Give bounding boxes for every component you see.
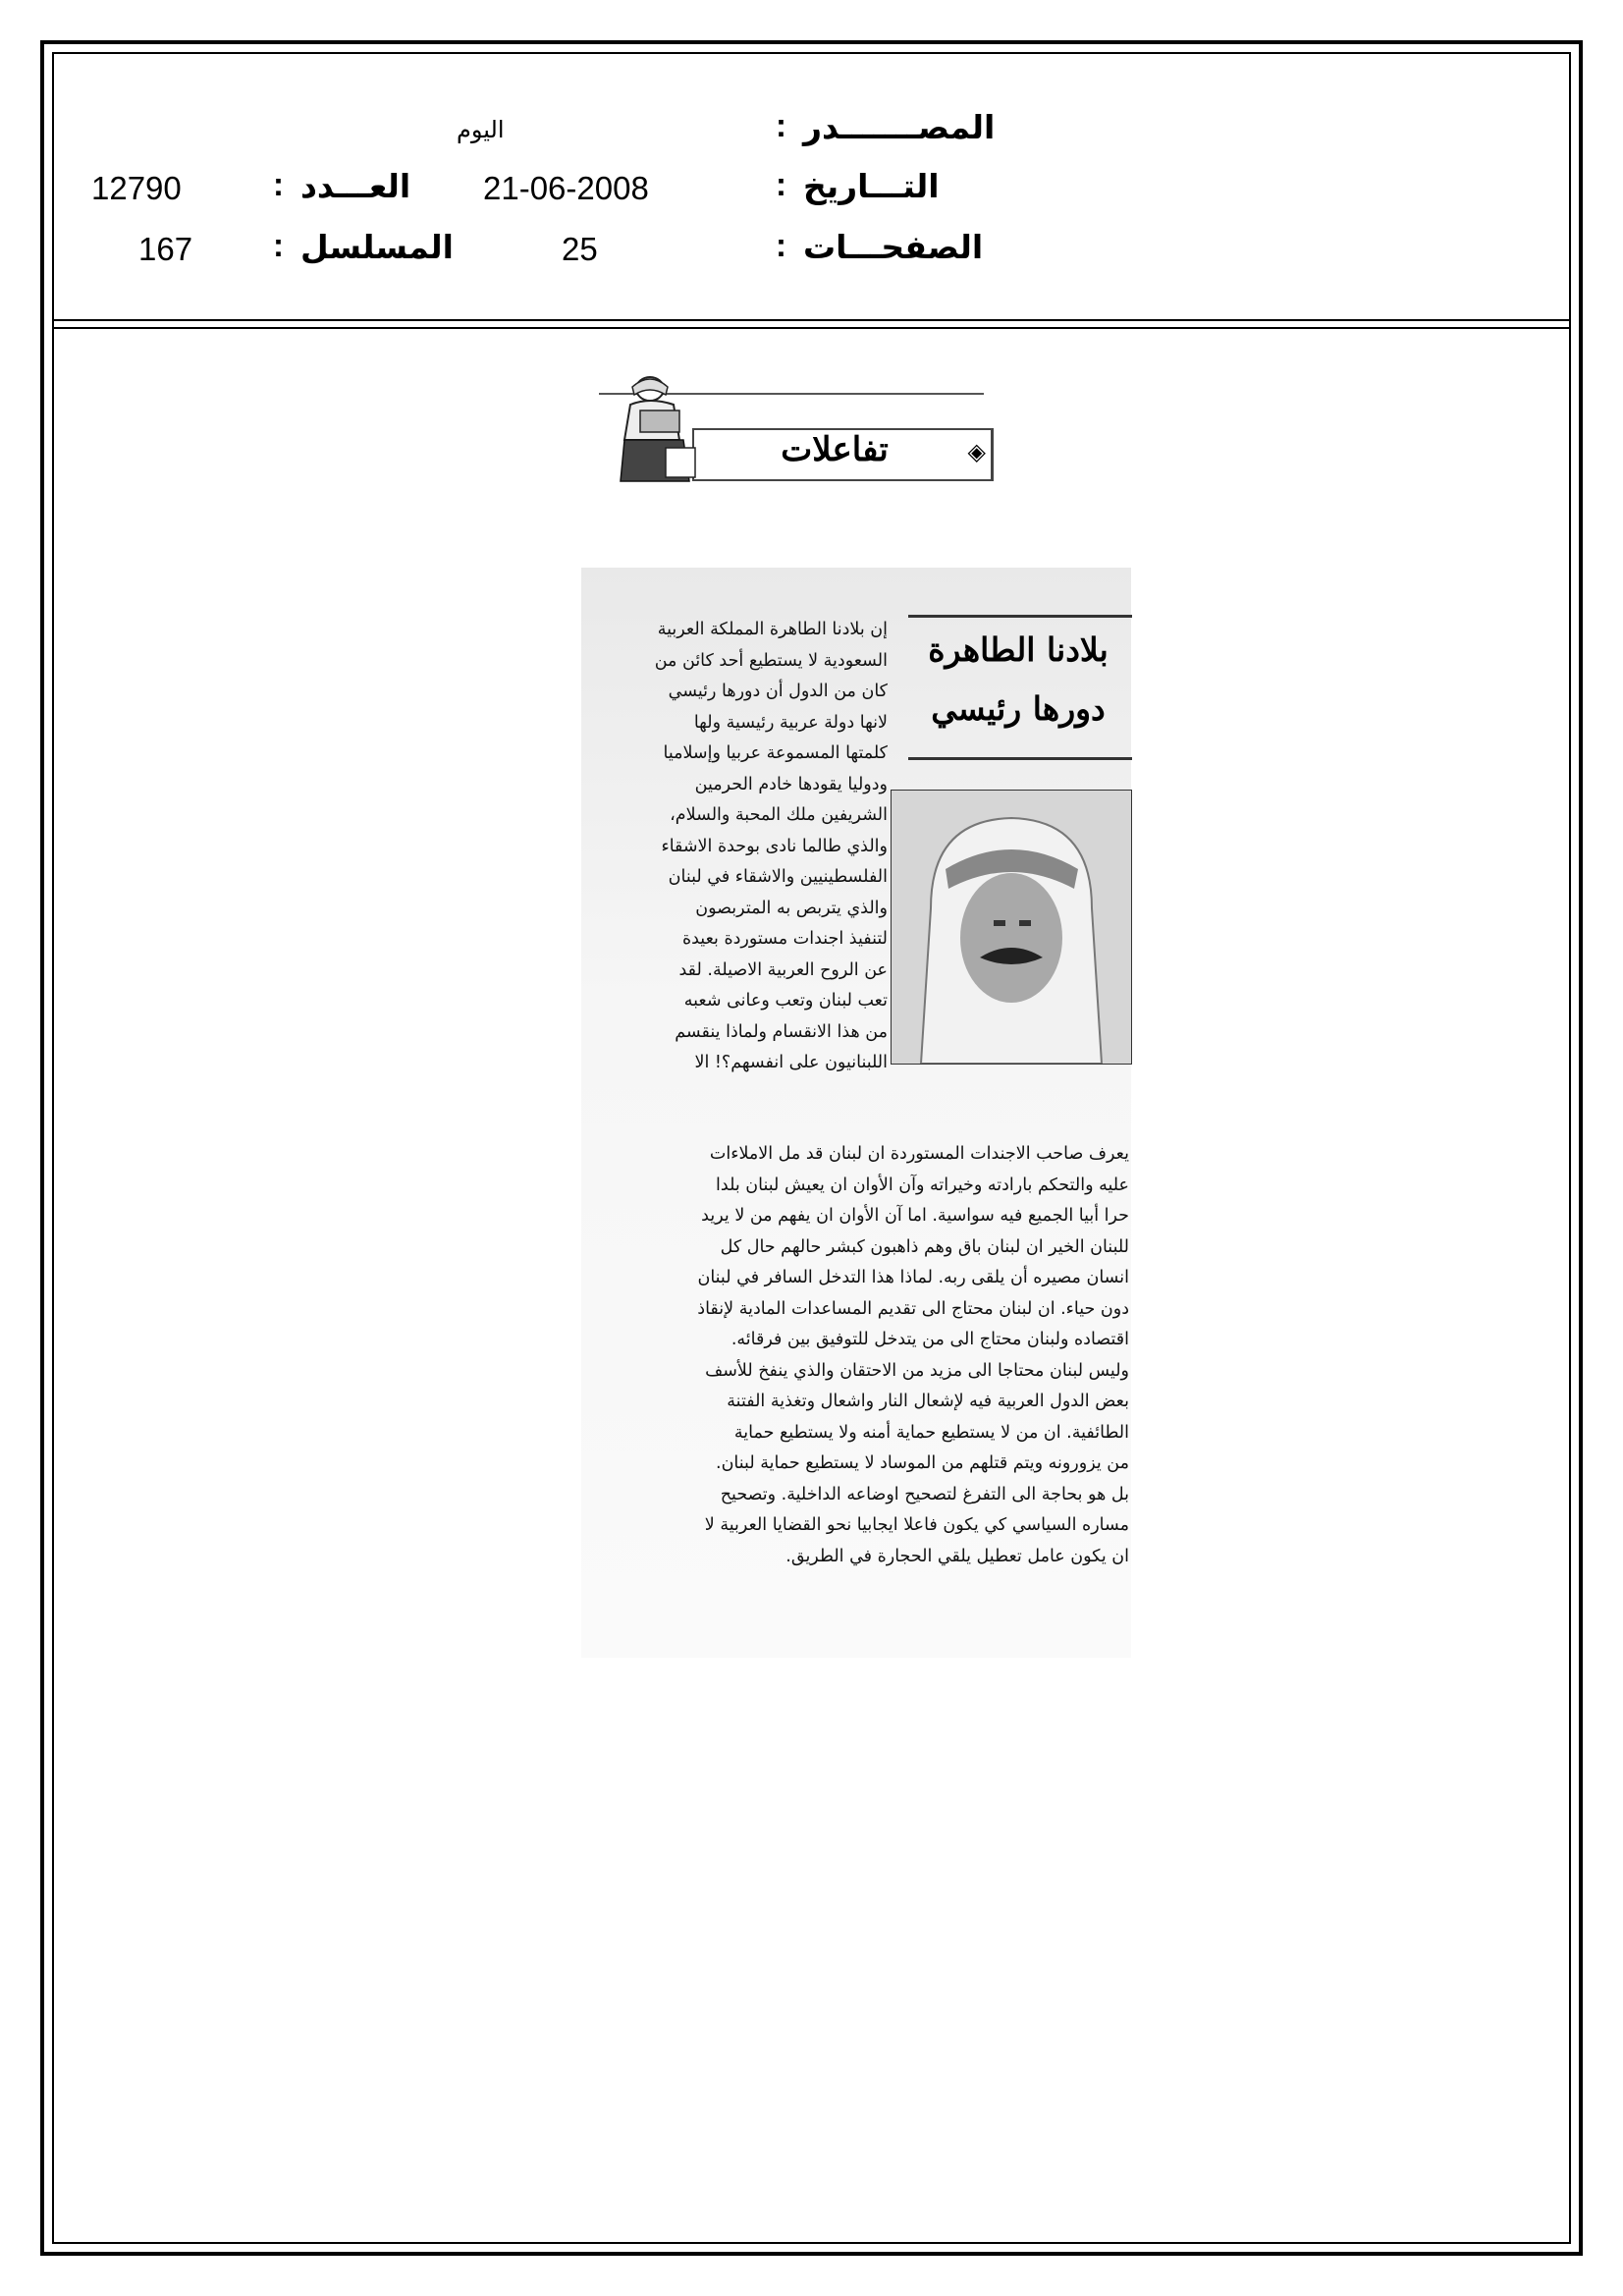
article-line: عن الروح العربية الاصيلة. لقد — [678, 959, 888, 980]
serial-label: المسلسل — [300, 228, 454, 266]
seated-man-illustration-icon — [611, 371, 705, 489]
article-line: كلمتها المسموعة عربيا وإسلاميا — [663, 743, 888, 763]
article-line: لانها دولة عربية رئيسية ولها — [693, 712, 888, 733]
headline-rule-top — [908, 615, 1132, 618]
article-line: السعودية لا يستطيع أحد كائن من — [654, 650, 888, 671]
article-line: لتنفيذ اجندات مستوردة بعيدة — [681, 929, 888, 949]
header-divider-double — [52, 327, 1571, 329]
article-line: انسان مصيره أن يلقى ربه. لماذا هذا التدخل السافر في لبنان — [697, 1268, 1129, 1287]
article-line: دون حياء. ان لبنان محتاج الى تقديم المساعدات المادية لإنقاذ — [697, 1298, 1129, 1319]
article-line: من هذا الانقسام ولماذا ينقسم — [675, 1021, 888, 1042]
article-line: بعض الدول العربية فيه لإشعال النار واشعال وتغذية الفتنة — [727, 1392, 1129, 1411]
article-headline — [913, 621, 1123, 738]
issue-label: العـــدد — [300, 167, 411, 205]
headline-rule-bottom — [908, 757, 1132, 760]
article-line: وليس لبنان محتاجا الى مزيد من الاحتقان والذي ينفخ للأسف — [705, 1360, 1129, 1381]
serial-value: 167 — [138, 231, 193, 267]
column-title: تفاعلات — [781, 430, 889, 469]
pages-label: الصفحـــات — [803, 228, 984, 266]
article-line: حرا أبيا الجميع فيه سواسية. اما آن الأوان ان يفهم من لا يريد — [701, 1206, 1129, 1226]
article-line: يعرف صاحب الاجندات المستوردة ان لبنان قد مل الاملاءات — [709, 1144, 1129, 1164]
issue-value: 12790 — [91, 170, 182, 206]
column-banner — [589, 371, 994, 491]
article-line: إن بلادنا الطاهرة المملكة العربية — [657, 620, 888, 639]
author-portrait-icon — [892, 791, 1131, 1064]
article-line: مساره السياسي كي يكون فاعلا ايجابيا نحو القضايا العربية لا — [704, 1515, 1129, 1535]
date-value: 21-06-2008 — [483, 170, 649, 206]
issue-colon: : — [273, 166, 284, 202]
article-line: الطائفية. ان من لا يستطيع حماية أمنه ولا يستطيع حماية — [733, 1422, 1129, 1443]
source-label: المصـــــــدر — [803, 108, 996, 146]
serial-colon: : — [273, 227, 284, 263]
date-colon: : — [776, 166, 786, 202]
article-body-narrow — [581, 615, 888, 1079]
header-divider — [52, 319, 1571, 321]
article-line: اقتصاده ولبنان محتاج الى من يتدخل للتوفيق بين فرقائه. — [730, 1330, 1129, 1349]
headline-line-2: دورها رئيسي — [931, 689, 1106, 728]
article-line: كان من الدول أن دورها رئيسي — [668, 682, 888, 701]
author-photo — [891, 790, 1132, 1065]
headline-line-1: بلادنا الطاهرة — [928, 630, 1109, 669]
article-line: والذي طالما نادى بوحدة الاشقاء — [661, 836, 888, 856]
article-line: بل هو بحاجة الى التفرغ لتصحيح اوضاعه الداخلية. وتصحيح — [720, 1484, 1129, 1504]
article-line: ان يكون عامل تعطيل يلقي الحجارة في الطريق. — [785, 1546, 1129, 1566]
article-line: اللبنانيون على انفسهم؟! الا — [694, 1053, 888, 1072]
source-colon: : — [776, 107, 786, 143]
article-line: الفلسطينيين والاشقاء في لبنان — [668, 867, 888, 887]
diamond-arrow-icon: ◈ — [967, 438, 986, 465]
pages-colon: : — [776, 227, 786, 263]
article-line: ودوليا يقودها خادم الحرمين — [694, 774, 888, 794]
source-value: اليوم — [457, 116, 505, 143]
article-line: تعب لبنان وتعب وعانى شعبه — [683, 991, 888, 1011]
date-label: التـــاريخ — [803, 167, 940, 205]
article-line: والذي يتربص به المتربصون — [695, 898, 888, 918]
pages-value: 25 — [562, 231, 598, 267]
article-line: عليه والتحكم بارادته وخيراته وآن الأوان ان يعيش لبنان بلدا — [716, 1175, 1129, 1195]
article-body-wide — [581, 1139, 1129, 1572]
article-line: الشريفين ملك المحبة والسلام، — [670, 805, 888, 825]
article-line: من يزورونه ويتم قتلهم من الموساد لا يستطيع حماية لبنان. — [716, 1453, 1129, 1473]
article-line: للبنان الخير ان لبنان باق وهم ذاهبون كبشر حالهم حال كل — [720, 1236, 1129, 1257]
